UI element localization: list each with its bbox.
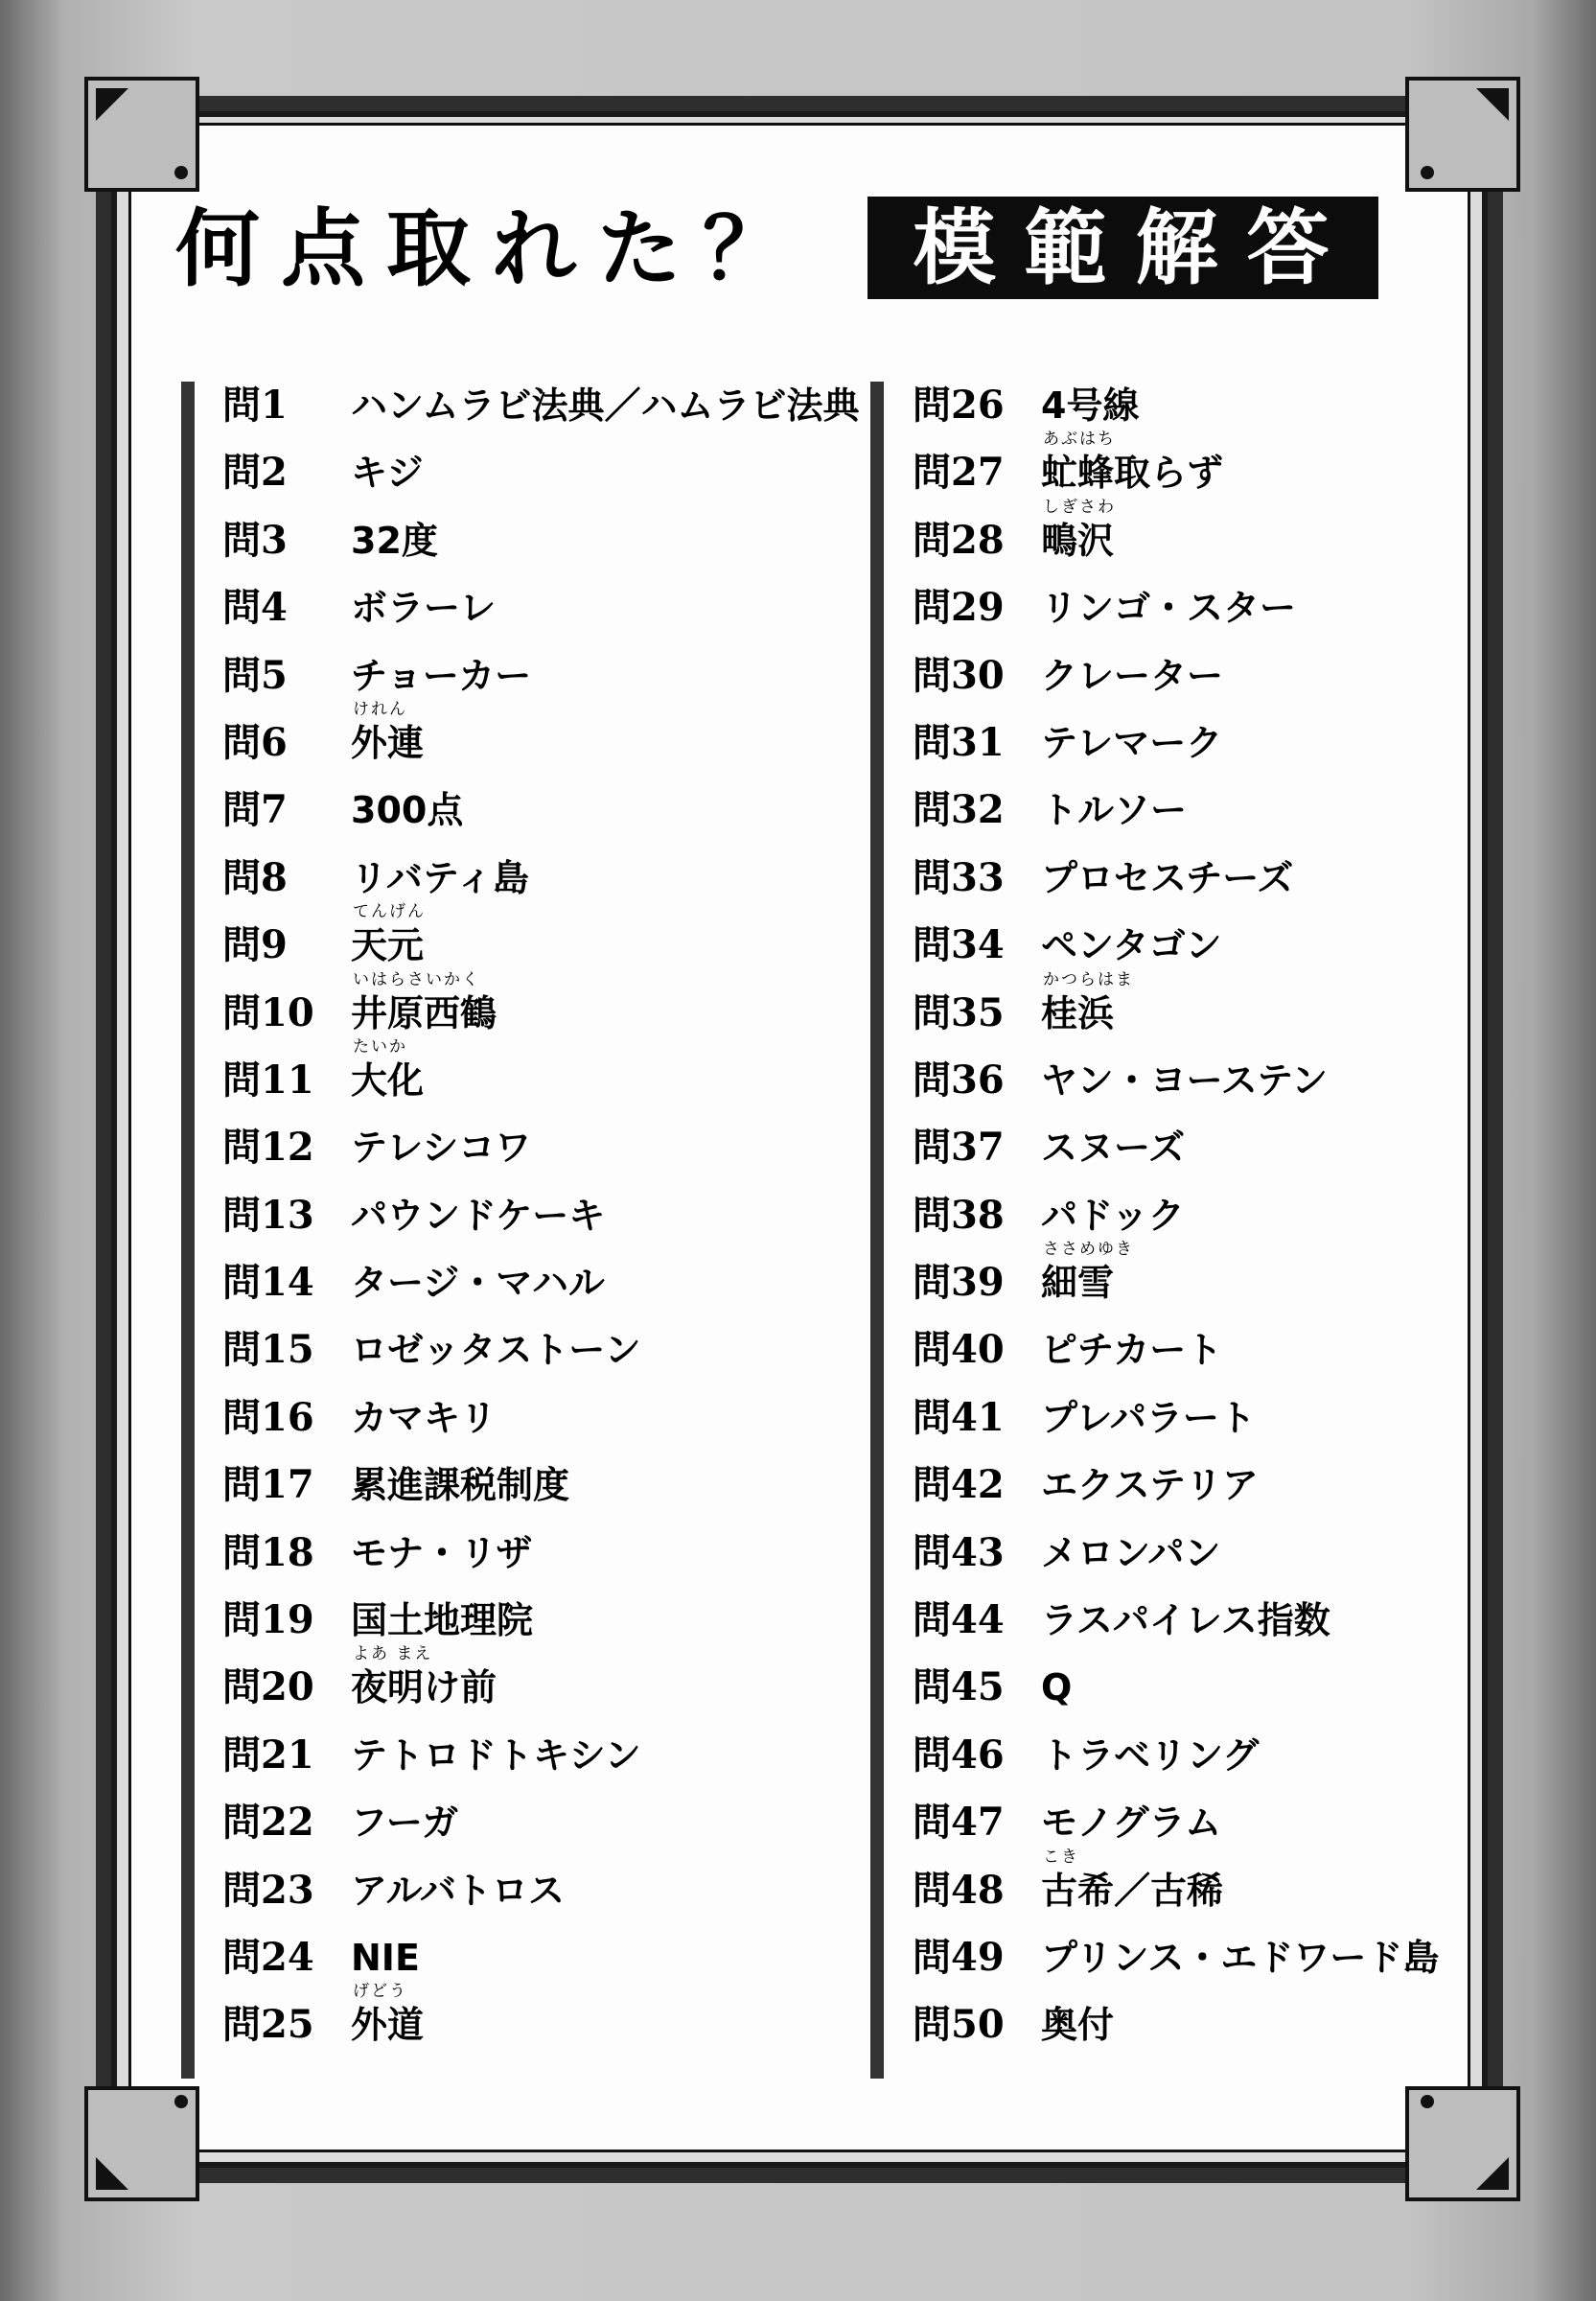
answer-ruby: しぎさわ	[1043, 497, 1116, 517]
answer-text: 鴫沢	[1041, 519, 1115, 562]
question-number: 問47	[913, 1800, 1005, 1846]
answer-ruby: たいか	[353, 1036, 407, 1057]
answer-row	[222, 644, 893, 711]
answer-row	[913, 914, 1584, 981]
question-number: 問6	[222, 719, 288, 765]
answer-ruby: かつらはま	[1043, 969, 1134, 989]
question-number: 問30	[913, 652, 1005, 698]
answer-text: アルバトロス	[351, 1869, 566, 1912]
rivet-dot-icon	[1421, 166, 1434, 179]
question-number: 問2	[222, 450, 288, 496]
answer-list-right	[913, 374, 1584, 2061]
answer-text: クレーター	[1041, 654, 1224, 697]
answer-row	[222, 1453, 893, 1521]
answer-text: パドック	[1041, 1194, 1185, 1237]
answer-text: 天元	[351, 924, 425, 967]
answer-text: モナ・リザ	[351, 1531, 533, 1574]
question-number: 問42	[913, 1462, 1005, 1508]
answer-text: テトロドトキシン	[351, 1733, 641, 1777]
question-number: 問5	[222, 652, 288, 698]
answer-text: 奥付	[1041, 2004, 1115, 2047]
question-number: 問34	[913, 922, 1005, 968]
question-number: 問20	[222, 1664, 314, 1710]
answer-text: リンゴ・スター	[1041, 587, 1297, 630]
corner-arrow-icon	[96, 2157, 128, 2190]
answer-text: 大化	[351, 1058, 425, 1102]
answer-row	[222, 699, 893, 779]
answer-row	[913, 1318, 1584, 1385]
answer-text: ヤン・ヨーステン	[1041, 1058, 1329, 1102]
answer-row	[222, 779, 893, 846]
answer-row	[913, 1184, 1584, 1251]
question-number: 問40	[913, 1327, 1005, 1373]
answer-ruby: ささめゆき	[1043, 1240, 1134, 1260]
answer-text: メロンパン	[1041, 1531, 1221, 1574]
answer-row	[222, 576, 893, 643]
question-number: 問35	[913, 989, 1005, 1035]
answer-row	[222, 1982, 893, 2060]
answer-ruby: あぶはち	[1043, 430, 1116, 450]
answer-row	[913, 1656, 1584, 1723]
answer-row	[913, 1049, 1584, 1116]
question-number: 問23	[222, 1867, 314, 1913]
answer-row	[913, 847, 1584, 914]
question-number: 問33	[913, 854, 1005, 900]
question-number: 問1	[222, 383, 288, 428]
answer-row	[222, 1644, 893, 1723]
answer-row	[222, 1318, 893, 1385]
answer-row	[913, 1386, 1584, 1453]
question-number: 問15	[222, 1327, 314, 1373]
answer-row	[913, 1847, 1584, 1926]
column-bar-left	[181, 382, 195, 2079]
question-number: 問45	[913, 1664, 1005, 1710]
answer-text: ハンムラビ法典／ハムラビ法典	[351, 384, 860, 427]
question-number: 問18	[222, 1529, 314, 1575]
answer-text: プレパラート	[1041, 1396, 1256, 1439]
question-number: 問26	[913, 383, 1005, 428]
answer-row	[222, 509, 893, 576]
answer-row	[222, 441, 893, 508]
answer-row	[913, 374, 1584, 441]
question-number: 問25	[222, 2002, 314, 2048]
answer-row	[222, 969, 893, 1049]
question-number: 問22	[222, 1800, 314, 1846]
answer-text: カマキリ	[351, 1396, 497, 1439]
answer-row	[222, 1386, 893, 1453]
answer-row	[913, 1926, 1584, 1993]
answer-row	[913, 430, 1584, 508]
answer-text: チョーカー	[351, 654, 532, 697]
rivet-dot-icon	[1421, 2095, 1434, 2108]
answer-text: テレマーク	[1041, 721, 1223, 764]
answer-list-left	[222, 374, 893, 2061]
answer-text: 4号線	[1041, 384, 1140, 427]
question-number: 問29	[913, 585, 1005, 631]
answer-row	[913, 969, 1584, 1049]
question-number: 問21	[222, 1732, 314, 1778]
answer-text: NIE	[351, 1936, 420, 1979]
question-number: 問39	[913, 1260, 1005, 1306]
question-number: 問41	[913, 1394, 1005, 1440]
answer-row	[913, 1453, 1584, 1521]
corner-arrow-icon	[1476, 88, 1509, 121]
question-number: 問37	[913, 1125, 1005, 1171]
answer-text: ボラーレ	[351, 587, 497, 630]
question-number: 問14	[222, 1260, 314, 1306]
answer-row	[222, 1589, 893, 1656]
answer-ruby: てんげん	[353, 902, 426, 922]
question-number: 問4	[222, 585, 288, 631]
question-number: 問27	[913, 450, 1005, 496]
answer-row	[222, 1251, 893, 1318]
answer-row	[913, 1993, 1584, 2060]
answer-text: プリンス・エドワード島	[1041, 1936, 1440, 1979]
question-number: 問11	[222, 1057, 314, 1103]
answer-text: 外道	[351, 2004, 425, 2047]
question-number: 問19	[222, 1597, 314, 1643]
answer-row	[222, 1859, 893, 1926]
answer-row	[222, 1036, 893, 1116]
answer-text: エクステリア	[1041, 1464, 1259, 1507]
answer-row	[222, 1724, 893, 1791]
question-number: 問3	[222, 517, 288, 563]
answer-row	[222, 374, 893, 441]
answers-heading: 模範解答	[867, 197, 1378, 299]
answer-row	[222, 1926, 893, 1993]
answer-row	[913, 711, 1584, 779]
answer-row	[222, 1791, 893, 1858]
answer-text: 外連	[351, 721, 425, 764]
answer-row	[222, 902, 893, 981]
answer-row	[913, 1116, 1584, 1183]
question-number: 問31	[913, 719, 1005, 765]
answer-text: ラスパイレス指数	[1041, 1599, 1330, 1642]
answer-text: キジ	[351, 452, 424, 495]
page-title: 何点取れた？	[175, 199, 809, 298]
answer-row	[913, 497, 1584, 576]
question-number: 問49	[913, 1934, 1005, 1980]
rivet-dot-icon	[174, 2095, 188, 2108]
question-number: 問36	[913, 1057, 1005, 1103]
answer-row	[222, 1184, 893, 1251]
answer-text: パウンドケーキ	[351, 1194, 606, 1237]
answer-text: 累進課税制度	[351, 1464, 570, 1507]
answer-text: トラベリング	[1041, 1733, 1260, 1777]
answer-text: モノグラム	[1041, 1801, 1222, 1845]
answer-ruby: げどう	[353, 1982, 407, 2002]
answer-text: 古希／古稀	[1041, 1869, 1224, 1912]
answer-ruby: よあ まえ	[353, 1644, 433, 1664]
answer-text: 桂浜	[1041, 991, 1115, 1034]
answer-row	[222, 1116, 893, 1183]
answer-text: 井原西鶴	[351, 991, 497, 1034]
answer-text: フーガ	[351, 1801, 459, 1845]
answer-text: プロセスチーズ	[1041, 856, 1294, 899]
answer-row	[913, 1589, 1584, 1656]
answer-row	[913, 1240, 1584, 1318]
answer-ruby: こき	[1043, 1847, 1079, 1867]
answer-row	[913, 1522, 1584, 1589]
question-number: 問7	[222, 787, 288, 833]
question-number: 問13	[222, 1192, 314, 1238]
answer-text: 300点	[351, 789, 464, 832]
answer-text: ロゼッタストーン	[351, 1329, 641, 1372]
answer-row	[913, 576, 1584, 643]
answer-text: テレシコワ	[351, 1127, 532, 1170]
answer-text: タージ・マハル	[351, 1262, 605, 1305]
answer-text: 夜明け前	[351, 1666, 497, 1709]
answer-row	[222, 1522, 893, 1589]
answer-text: スヌーズ	[1041, 1127, 1186, 1170]
answer-row	[913, 779, 1584, 846]
question-number: 問16	[222, 1394, 314, 1440]
answer-row	[222, 847, 893, 914]
question-number: 問8	[222, 854, 288, 900]
question-number: 問50	[913, 2002, 1005, 2048]
answer-row	[913, 1724, 1584, 1791]
answer-text: ペンタゴン	[1041, 924, 1222, 967]
answer-text: Q	[1041, 1666, 1073, 1709]
corner-arrow-icon	[96, 88, 128, 121]
question-number: 問38	[913, 1192, 1005, 1238]
question-number: 問44	[913, 1597, 1005, 1643]
answer-text: ピチカート	[1041, 1329, 1223, 1372]
question-number: 問9	[222, 922, 288, 968]
answer-text: トルソー	[1041, 789, 1188, 832]
answer-ruby: けれん	[353, 699, 407, 719]
question-number: 問48	[913, 1867, 1005, 1913]
question-number: 問32	[913, 787, 1005, 833]
question-number: 問24	[222, 1934, 314, 1980]
corner-arrow-icon	[1476, 2157, 1509, 2190]
question-number: 問10	[222, 989, 314, 1035]
question-number: 問28	[913, 517, 1005, 563]
answer-text: 国土地理院	[351, 1599, 534, 1642]
question-number: 問46	[913, 1732, 1005, 1778]
rivet-dot-icon	[174, 166, 188, 179]
answer-row	[913, 1791, 1584, 1858]
answer-row	[913, 644, 1584, 711]
answer-text: リバティ島	[351, 856, 529, 899]
answer-ruby: いはらさいかく	[353, 969, 480, 989]
question-number: 問17	[222, 1462, 314, 1508]
question-number: 問43	[913, 1529, 1005, 1575]
answer-text: 細雪	[1041, 1262, 1115, 1305]
answer-text: 32度	[351, 519, 438, 562]
answer-text: 虻蜂取らず	[1041, 452, 1224, 495]
question-number: 問12	[222, 1125, 314, 1171]
